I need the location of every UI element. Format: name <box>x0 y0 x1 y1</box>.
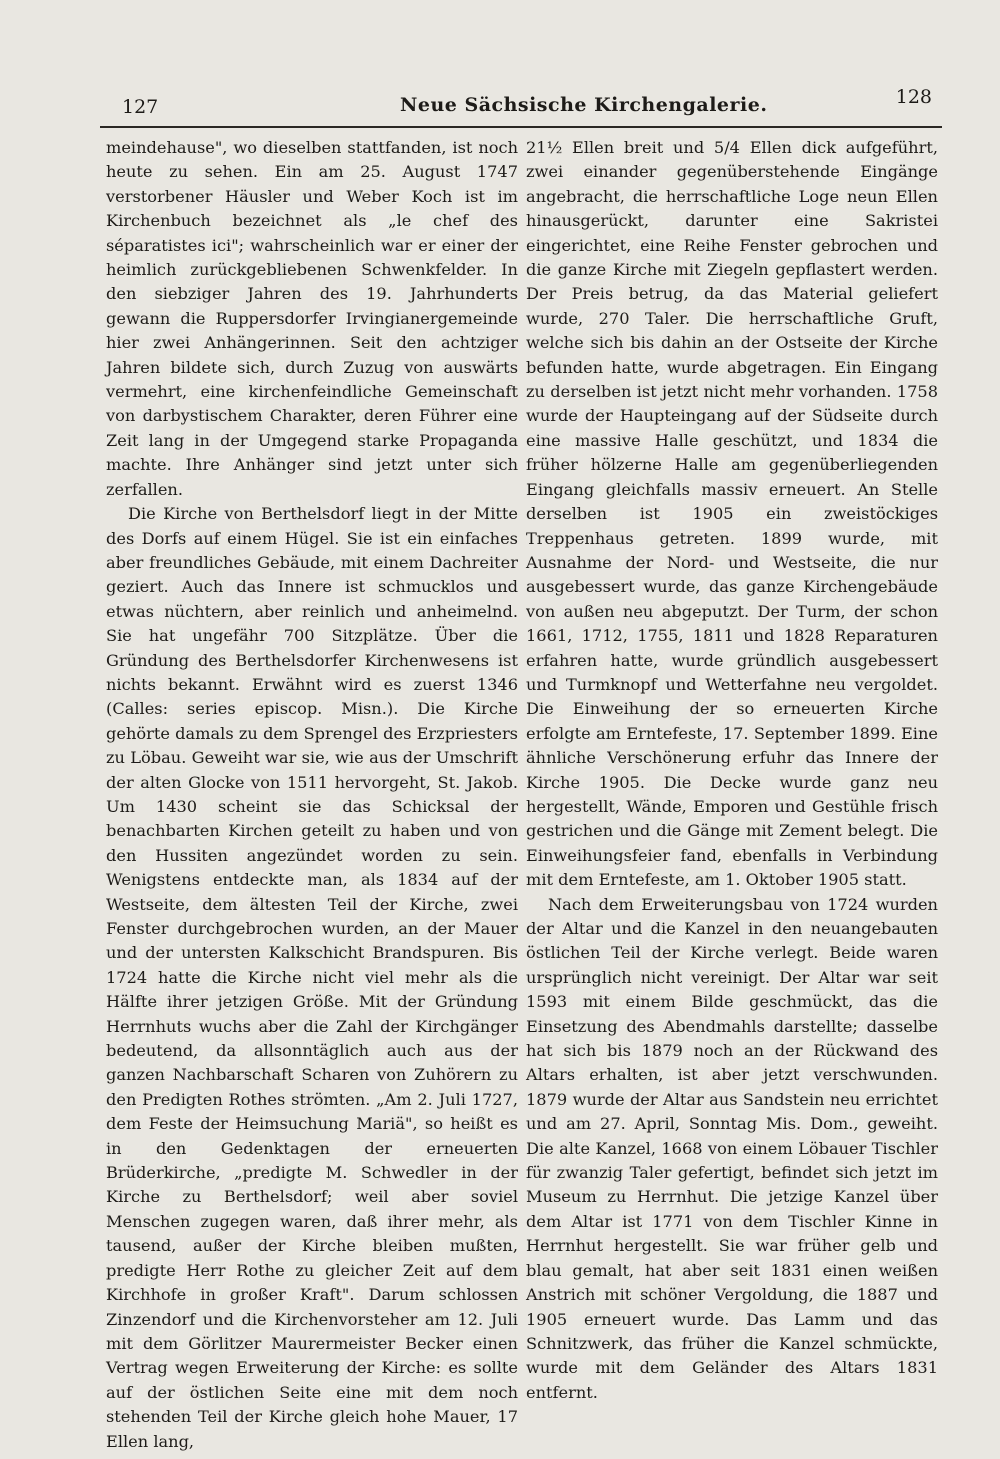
page-number-left: 127 <box>122 96 159 118</box>
running-header <box>100 86 940 118</box>
running-title: Neue Sächsische Kirchengalerie. <box>400 94 768 116</box>
page-number-right: 128 <box>895 86 932 108</box>
paragraph: Die Kirche von Berthelsdorf liegt in der Mitte des Dorfs auf einem Hügel. Sie ist ein einfaches aber freundliches Gebäude, mit einem Dachreiter geziert. Auch das Innere ist schmucklos und etwas nüchtern, aber reinlich und anheimelnd. Sie hat ungefähr 700 Sitzplätze. Über die Gründung des Berthelsdorfer Kirchenwesens ist nichts bekannt. Erwähnt wird es zuerst 1346 (Calles: series episcop. Misn.). Die Kirche gehörte damals zu dem Sprengel des Erzpriesters zu Löbau. Geweiht war sie, wie aus der Umschrift der alten Glocke von 1511 hervorgeht, St. Jakob. Um 1430 scheint sie das Schicksal der benachbarten Kirchen geteilt zu haben und von den Hussiten angezündet worden zu sein. Wenigstens entdeckte man, als 1834 auf der Westseite, dem ältesten Teil der Kirche, zwei Fenster durchgebrochen wurden, an der Mauer und der untersten Kalkschicht Brandspuren. Bis 1724 hatte die Kirche nicht viel mehr als die Hälfte ihrer jetzigen Größe. Mit der Gründung Herrnhuts wuchs aber die Zahl der Kirchgänger bedeutend, da allsonntäglich auch aus der ganzen Nachbarschaft Scharen von Zuhörern zu den Predigten Rothes strömten. „Am 2. Juli 1727, dem Feste der Heimsuchung Mariä", so heißt es in den Gedenktagen der erneuerten Brüderkirche, „predigte M. Schwedler in der Kirche zu Berthelsdorf; weil aber soviel Menschen zugegen waren, daß ihrer mehr, als tausend, außer der Kirche bleiben mußten, predigte Herr Rothe zu gleicher Zeit auf dem Kirchhofe in großer Kraft". Darum schlossen Zinzendorf und die Kirchenvorsteher am 12. Juli mit dem Görlitzer Maurermeister Becker einen Vertrag wegen Erweiterung der Kirche: es sollte auf der östlichen Seite eine mit dem noch stehenden Teil der Kirche gleich hohe Mauer, 17 Ellen lang, <box>106 504 518 1451</box>
header-rule <box>100 126 942 128</box>
paragraph: Nach dem Erweiterungsbau von 1724 wurden der Altar und die Kanzel in den neuangebauten östlichen Teil der Kirche verlegt. Beide waren ursprünglich nicht vereinigt. Der Altar war seit 1593 mit einem Bilde geschmückt, das die Einsetzung des Abendmahls darstellte; dasselbe hat sich bis 1879 noch an der Rückwand des Altars erhalten, ist aber jetzt verschwunden. 1879 wurde der Altar aus Sandstein neu errichtet und am 27. April, Sonntag Mis. Dom., geweiht. Die alte Kanzel, 1668 von einem Löbauer Tischler für zwanzig Taler gefertigt, befindet sich jetzt im Museum zu Herrnhut. Die jetzige Kanzel über dem Altar ist 1771 von dem Tischler Kinne in Herrnhut hergestellt. Sie war früher gelb und blau gemalt, hat aber seit 1831 einen weißen Anstrich mit schöner Vergoldung, die 1887 und 1905 erneuert wurde. Das Lamm und das Schnitzwerk, das früher die Kanzel schmückte, wurde mit dem Geländer des Altars 1831 entfernt. <box>526 894 938 1402</box>
paragraph: meindehause", wo dieselben stattfanden, ist noch heute zu sehen. Ein am 25. August 1747 verstorbener Häusler und Weber Koch ist im Kirchenbuch bezeichnet als „le chef des séparatistes ici"; wahrscheinlich war er einer der heimlich zurückgebliebenen Schwenkfelder. In den siebziger Jahren des 19. Jahrhunderts gewann die Ruppersdorfer Irvingianergemeinde hier zwei Anhängerinnen. Seit den achtziger Jahren bildete sich, durch Zuzug von auswärts vermehrt, eine kirchenfeindliche Gemeinschaft von darbystischem Charakter, deren Führer eine Zeit lang in der Umgegend starke Propaganda machte. Ihre Anhänger sind jetzt unter sich zerfallen. <box>106 138 518 499</box>
paragraph: 21½ Ellen breit und 5/4 Ellen dick aufgeführt, zwei einander gegenüberstehende Eingänge angebracht, die herrschaftliche Loge neun Ellen hinausgerückt, darunter eine Sakristei eingerichtet, eine Reihe Fenster gebrochen und die ganze Kirche mit Ziegeln gepflastert werden. Der Preis betrug, da das Material geliefert wurde, 270 Taler. Die herrschaftliche Gruft, welche sich bis dahin an der Ostseite der Kirche befunden hatte, wurde abgetragen. Ein Eingang zu derselben ist jetzt nicht mehr vorhanden. 1758 wurde der Haupteingang auf der Südseite durch eine massive Halle geschützt, und 1834 die früher hölzerne Halle am gegenüberliegenden Eingang gleichfalls massiv erneuert. An Stelle derselben ist 1905 ein zweistöckiges Treppenhaus getreten. 1899 wurde, mit Ausnahme der Nord- und Westseite, die nur ausgebessert wurde, das ganze Kirchengebäude von außen neu abgeputzt. Der Turm, der schon 1661, 1712, 1755, 1811 und 1828 Reparaturen erfahren hatte, wurde gründlich ausgebessert und Turmknopf und Wetterfahne neu vergoldet. Die Einweihung der so erneuerten Kirche erfolgte am Erntefeste, 17. September 1899. Eine ähnliche Verschönerung erfuhr das Innere der Kirche 1905. Die Decke wurde ganz neu hergestellt, Wände, Emporen und Gestühle frisch gestrichen und die Gänge mit Zement belegt. Die Einweihungsfeier fand, ebenfalls in Verbindung mit dem Erntefeste, am 1. Oktober 1905 statt. <box>526 138 938 890</box>
text-column-right <box>526 136 938 1405</box>
text-column-left <box>106 136 518 1454</box>
